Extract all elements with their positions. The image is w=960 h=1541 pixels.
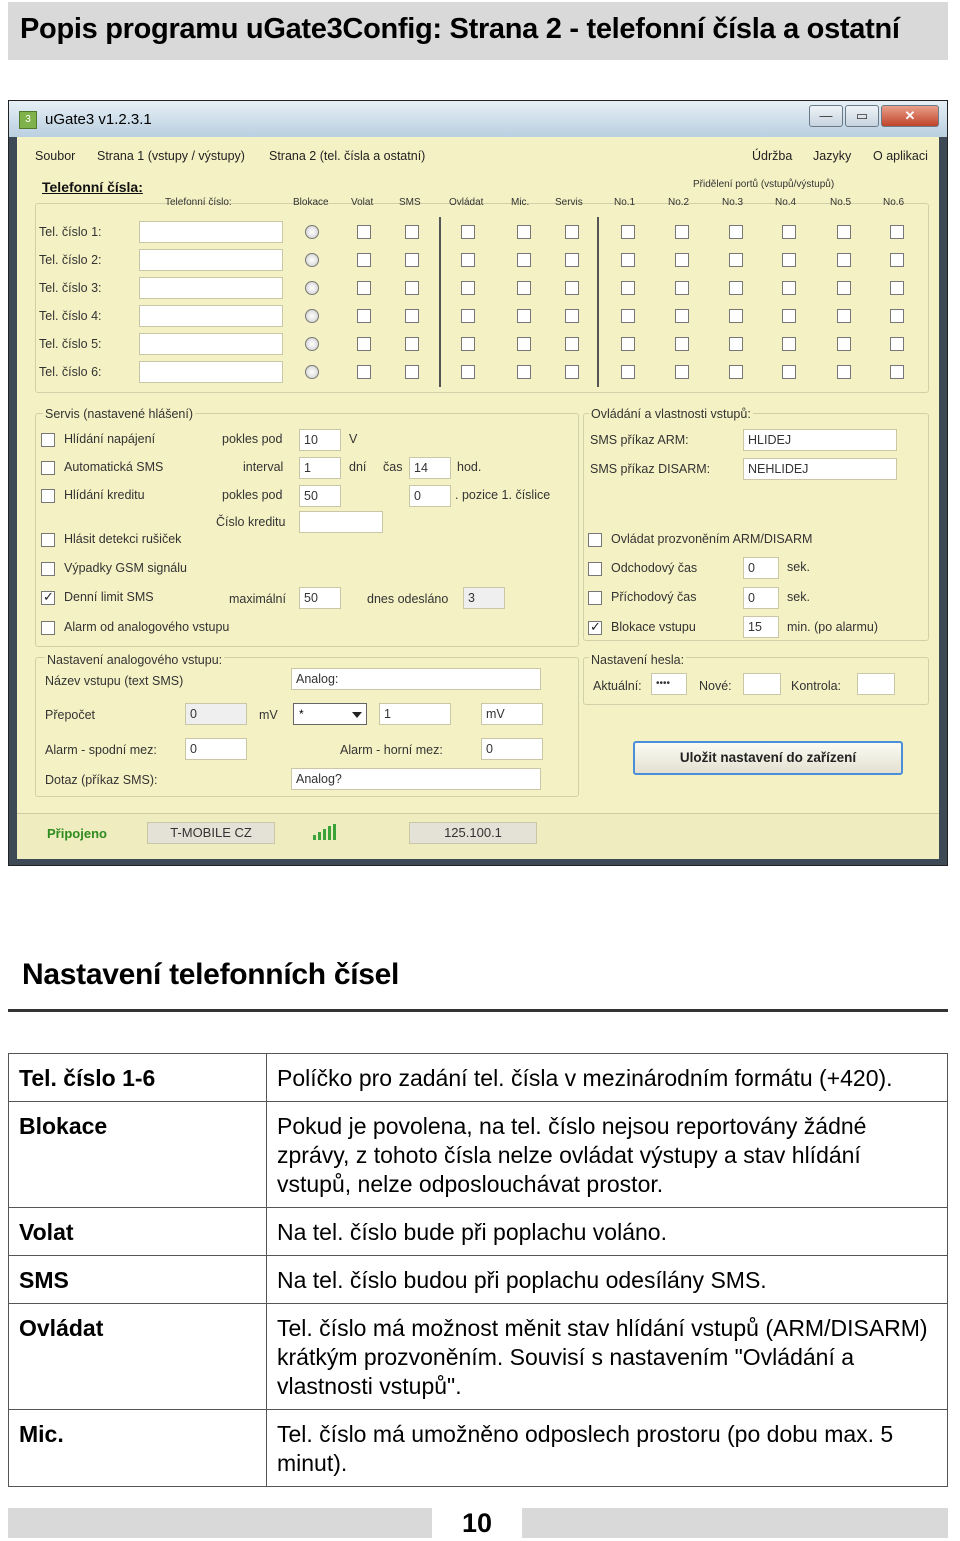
phone-option-checkbox[interactable] xyxy=(675,365,689,379)
sent-today-field: 3 xyxy=(463,587,505,609)
definition-term: SMS xyxy=(9,1256,267,1304)
jam-detect-label: Hlásit detekci rušiček xyxy=(64,532,182,546)
definition-description: Na tel. číslo bude při poplachu voláno. xyxy=(267,1208,948,1256)
block-radio[interactable] xyxy=(305,253,319,267)
phone-option-checkbox[interactable] xyxy=(357,225,371,239)
query-field[interactable]: Analog? xyxy=(291,768,541,790)
phone-option-checkbox[interactable] xyxy=(890,281,904,295)
phone-number-field[interactable] xyxy=(139,305,283,327)
interval-label: interval xyxy=(243,460,284,474)
ip-address: 125.100.1 xyxy=(409,822,537,844)
connection-status: Připojeno xyxy=(47,826,107,841)
phone-option-checkbox[interactable] xyxy=(782,365,796,379)
phone-option-checkbox[interactable] xyxy=(675,225,689,239)
phone-option-checkbox[interactable] xyxy=(837,309,851,323)
new-password-label: Nové: xyxy=(699,679,732,693)
phone-option-checkbox[interactable] xyxy=(782,225,796,239)
column-separator xyxy=(439,217,441,387)
definition-row xyxy=(9,1256,948,1304)
phone-option-checkbox[interactable] xyxy=(461,225,475,239)
password-title: Nastavení hesla: xyxy=(591,653,685,667)
block-input-checkbox[interactable] xyxy=(588,621,602,635)
power-threshold-field[interactable]: 10 xyxy=(299,429,341,451)
phone-option-checkbox[interactable] xyxy=(517,253,531,267)
signal-strength-icon xyxy=(313,824,341,840)
phone-option-checkbox[interactable] xyxy=(405,337,419,351)
phone-option-checkbox[interactable] xyxy=(675,337,689,351)
page-number: 10 xyxy=(432,1505,522,1541)
app-window xyxy=(8,100,948,866)
definition-row xyxy=(9,1054,948,1102)
phone-option-checkbox[interactable] xyxy=(461,281,475,295)
analog-name-label: Název vstupu (text SMS) xyxy=(45,674,184,688)
block-input-label: Blokace vstupu xyxy=(611,620,696,634)
phone-number-field[interactable] xyxy=(139,277,283,299)
credit-watch-checkbox[interactable] xyxy=(41,489,55,503)
gsm-drop-label: Výpadky GSM signálu xyxy=(64,561,187,575)
definition-term: Mic. xyxy=(9,1410,267,1487)
high-limit-field[interactable]: 0 xyxy=(481,738,543,760)
ring-control-label: Ovládat prozvoněním ARM/DISARM xyxy=(611,532,813,546)
phone-option-checkbox[interactable] xyxy=(782,337,796,351)
col-control: Ovládat xyxy=(449,197,484,208)
phone-option-checkbox[interactable] xyxy=(729,253,743,267)
new-password-field[interactable] xyxy=(743,673,781,695)
conversion-label: Přepočet xyxy=(45,708,96,722)
block-radio[interactable] xyxy=(305,365,319,379)
phone-number-field[interactable] xyxy=(139,249,283,271)
col-service: Servis xyxy=(555,197,583,208)
analog-alarm-label: Alarm od analogového vstupu xyxy=(64,620,230,634)
phone-number-field[interactable] xyxy=(139,333,283,355)
interval-field[interactable]: 1 xyxy=(299,457,341,479)
time-field[interactable]: 14 xyxy=(409,457,451,479)
phone-option-checkbox[interactable] xyxy=(729,281,743,295)
block-radio[interactable] xyxy=(305,281,319,295)
low-limit-field[interactable]: 0 xyxy=(185,738,247,760)
menu-page1[interactable]: Strana 1 (vstupy / výstupy) xyxy=(97,149,245,163)
phone-option-checkbox[interactable] xyxy=(890,225,904,239)
column-separator xyxy=(597,217,599,387)
phone-option-checkbox[interactable] xyxy=(565,281,579,295)
entry-time-unit: sek. xyxy=(787,590,810,604)
phone-option-checkbox[interactable] xyxy=(405,365,419,379)
phone-option-checkbox[interactable] xyxy=(517,225,531,239)
credit-threshold-field[interactable]: 50 xyxy=(299,485,341,507)
high-limit-label: Alarm - horní mez: xyxy=(340,743,443,757)
menu-maintenance[interactable]: Údržba xyxy=(752,149,793,163)
phone-option-checkbox[interactable] xyxy=(565,337,579,351)
phone-row-label: Tel. číslo 3: xyxy=(39,281,102,295)
gsm-drop-checkbox[interactable] xyxy=(41,562,55,576)
conversion-unit: mV xyxy=(259,708,278,722)
save-to-device-button[interactable]: Uložit nastavení do zařízení xyxy=(633,741,903,775)
credit-watch-label: Hlídání kreditu xyxy=(64,488,145,502)
block-radio[interactable] xyxy=(305,337,319,351)
disarm-command-field[interactable]: NEHLIDEJ xyxy=(743,458,897,480)
credit-number-label: Číslo kreditu xyxy=(216,515,286,529)
phone-row-label: Tel. číslo 4: xyxy=(39,309,102,323)
phone-option-checkbox[interactable] xyxy=(405,225,419,239)
phone-option-checkbox[interactable] xyxy=(357,337,371,351)
phone-option-checkbox[interactable] xyxy=(729,225,743,239)
phone-row-label: Tel. číslo 5: xyxy=(39,337,102,351)
col-call: Volat xyxy=(351,197,374,208)
col-no5: No.5 xyxy=(830,197,852,208)
phone-option-checkbox[interactable] xyxy=(675,253,689,267)
jam-detect-checkbox[interactable] xyxy=(41,533,55,547)
phone-option-checkbox[interactable] xyxy=(517,309,531,323)
operator-name: T-MOBILE CZ xyxy=(147,822,275,844)
phone-option-checkbox[interactable] xyxy=(782,253,796,267)
arm-command-field[interactable]: HLIDEJ xyxy=(743,429,897,451)
page-header-title: Popis programu uGate3Config: Strana 2 - telefonní čísla a ostatní xyxy=(20,13,900,45)
phone-option-checkbox[interactable] xyxy=(890,253,904,267)
phone-option-checkbox[interactable] xyxy=(890,365,904,379)
check-password-label: Kontrola: xyxy=(791,679,842,693)
phone-option-checkbox[interactable] xyxy=(621,337,635,351)
heading-rule xyxy=(8,1009,948,1012)
power-drop-label: pokles pod xyxy=(222,432,283,446)
phone-option-checkbox[interactable] xyxy=(357,309,371,323)
phone-option-checkbox[interactable] xyxy=(405,253,419,267)
block-radio[interactable] xyxy=(305,225,319,239)
page-header xyxy=(8,2,948,60)
exit-time-label: Odchodový čas xyxy=(611,561,698,575)
credit-position-field[interactable]: 0 xyxy=(409,485,451,507)
phone-option-checkbox[interactable] xyxy=(729,309,743,323)
phone-option-checkbox[interactable] xyxy=(565,225,579,239)
daily-limit-label: Denní limit SMS xyxy=(64,590,154,604)
phone-number-field[interactable] xyxy=(139,221,283,243)
phone-option-checkbox[interactable] xyxy=(405,309,419,323)
definitions-table xyxy=(8,1053,948,1487)
phone-option-checkbox[interactable] xyxy=(357,253,371,267)
phone-option-checkbox[interactable] xyxy=(621,309,635,323)
phone-option-checkbox[interactable] xyxy=(405,281,419,295)
col-no1: No.1 xyxy=(614,197,636,208)
disarm-label: SMS příkaz DISARM: xyxy=(590,462,711,476)
auto-sms-label: Automatická SMS xyxy=(64,460,164,474)
definition-description: Na tel. číslo budou při poplachu odesílány SMS. xyxy=(267,1256,948,1304)
phone-option-checkbox[interactable] xyxy=(837,281,851,295)
definition-term: Volat xyxy=(9,1208,267,1256)
definition-description: Pokud je povolena, na tel. číslo nejsou reportovány žádné zprávy, z tohoto čísla nelze ovládat výstupy a stav hlídání vstupů, nelze odposlouchávat prostor. xyxy=(267,1102,948,1208)
credit-number-field[interactable] xyxy=(299,511,383,533)
definition-description: Tel. číslo má umožněno odposlech prostoru (po dobu max. 5 minut). xyxy=(267,1410,948,1487)
current-password-label: Aktuální: xyxy=(593,679,642,693)
ring-control-checkbox[interactable] xyxy=(588,533,602,547)
window-title: uGate3 v1.2.3.1 xyxy=(45,111,152,128)
phone-row-label: Tel. číslo 1: xyxy=(39,225,102,239)
conversion-unit-2: mV xyxy=(481,703,543,725)
phone-option-checkbox[interactable] xyxy=(461,253,475,267)
analog-name-field[interactable]: Analog: xyxy=(291,668,541,690)
definition-description: Tel. číslo má možnost měnit stav hlídání vstupů (ARM/DISARM) krátkým prozvoněním. Souvisí s nastavením "Ovládání a vlastnosti vstupů". xyxy=(267,1304,948,1410)
phone-option-checkbox[interactable] xyxy=(621,365,635,379)
entry-time-label: Příchodový čas xyxy=(611,590,697,604)
chevron-down-icon xyxy=(352,712,362,718)
power-unit: V xyxy=(349,432,358,446)
block-input-unit: min. (po alarmu) xyxy=(787,620,878,634)
phone-option-checkbox[interactable] xyxy=(782,281,796,295)
interval-unit: dní xyxy=(349,460,367,474)
analog-title: Nastavení analogového vstupu: xyxy=(47,653,223,667)
arm-label: SMS příkaz ARM: xyxy=(590,433,689,447)
block-input-field[interactable]: 15 xyxy=(743,616,779,638)
title-bar xyxy=(9,101,947,137)
phone-option-checkbox[interactable] xyxy=(565,309,579,323)
analog-alarm-checkbox[interactable] xyxy=(41,621,55,635)
phone-option-checkbox[interactable] xyxy=(890,337,904,351)
credit-drop-label: pokles pod xyxy=(222,488,283,502)
service-title: Servis (nastavené hlášení) xyxy=(45,407,193,421)
phone-row-label: Tel. číslo 6: xyxy=(39,365,102,379)
phone-row-label: Tel. číslo 2: xyxy=(39,253,102,267)
block-radio[interactable] xyxy=(305,309,319,323)
maximize-button[interactable]: ▭ xyxy=(845,105,879,127)
definition-term: Tel. číslo 1-6 xyxy=(9,1054,267,1102)
phone-option-checkbox[interactable] xyxy=(890,309,904,323)
definition-term: Ovládat xyxy=(9,1304,267,1410)
phone-option-checkbox[interactable] xyxy=(565,253,579,267)
daily-max-field[interactable]: 50 xyxy=(299,587,341,609)
menu-page2[interactable]: Strana 2 (tel. čísla a ostatní) xyxy=(269,149,426,163)
definition-term: Blokace xyxy=(9,1102,267,1208)
phone-option-checkbox[interactable] xyxy=(782,309,796,323)
phone-option-checkbox[interactable] xyxy=(837,337,851,351)
ports-header: Přidělení portů (vstupů/výstupů) xyxy=(693,179,835,190)
operator-dropdown[interactable] xyxy=(293,703,367,725)
current-password-field[interactable]: •••• xyxy=(651,673,687,695)
menu-languages[interactable]: Jazyky xyxy=(813,149,852,163)
phone-option-checkbox[interactable] xyxy=(837,225,851,239)
phone-option-checkbox[interactable] xyxy=(675,281,689,295)
phone-option-checkbox[interactable] xyxy=(357,281,371,295)
phone-option-checkbox[interactable] xyxy=(621,225,635,239)
minimize-button[interactable]: — xyxy=(809,105,843,127)
conversion-field[interactable]: 0 xyxy=(185,703,247,725)
time-label: čas xyxy=(383,460,403,474)
phone-number-field[interactable] xyxy=(139,361,283,383)
daily-limit-checkbox[interactable] xyxy=(41,591,55,605)
time-unit: hod. xyxy=(457,460,482,474)
definition-row xyxy=(9,1304,948,1410)
menu-about[interactable]: O aplikaci xyxy=(873,149,928,163)
phone-option-checkbox[interactable] xyxy=(621,281,635,295)
col-no6: No.6 xyxy=(883,197,905,208)
operator-value: * xyxy=(299,707,304,721)
col-mic: Mic. xyxy=(511,197,530,208)
definition-row xyxy=(9,1410,948,1487)
phone-option-checkbox[interactable] xyxy=(517,281,531,295)
entry-time-checkbox[interactable] xyxy=(588,591,602,605)
power-watch-label: Hlídání napájení xyxy=(64,432,156,446)
phone-option-checkbox[interactable] xyxy=(837,253,851,267)
inputs-control-title: Ovládání a vlastnosti vstupů: xyxy=(591,407,751,421)
phone-option-checkbox[interactable] xyxy=(621,253,635,267)
definition-row xyxy=(9,1208,948,1256)
credit-position-label: . pozice 1. číslice xyxy=(455,488,551,502)
exit-time-unit: sek. xyxy=(787,560,810,574)
phone-option-checkbox[interactable] xyxy=(461,337,475,351)
col-no4: No.4 xyxy=(775,197,797,208)
definition-row xyxy=(9,1102,948,1208)
phone-option-checkbox[interactable] xyxy=(837,365,851,379)
app-icon: 3 xyxy=(19,111,37,129)
entry-time-field[interactable]: 0 xyxy=(743,587,779,609)
status-bar xyxy=(17,813,939,859)
col-no2: No.2 xyxy=(668,197,690,208)
definition-description: Políčko pro zadání tel. čísla v mezinárodním formátu (+420). xyxy=(267,1054,948,1102)
phone-option-checkbox[interactable] xyxy=(565,365,579,379)
phone-option-checkbox[interactable] xyxy=(729,365,743,379)
query-label: Dotaz (příkaz SMS): xyxy=(45,773,158,787)
sent-today-label: dnes odesláno xyxy=(367,592,449,606)
doc-heading: Nastavení telefonních čísel xyxy=(22,958,400,991)
low-limit-label: Alarm - spodní mez: xyxy=(45,743,157,757)
phones-section-title: Telefonní čísla: xyxy=(42,179,143,195)
exit-time-checkbox[interactable] xyxy=(588,562,602,576)
exit-time-field[interactable]: 0 xyxy=(743,557,779,579)
phone-option-checkbox[interactable] xyxy=(517,337,531,351)
power-watch-checkbox[interactable] xyxy=(41,433,55,447)
auto-sms-checkbox[interactable] xyxy=(41,461,55,475)
menu-bar xyxy=(17,137,939,173)
client-area xyxy=(17,137,939,859)
col-phone: Telefonní číslo: xyxy=(165,197,232,208)
phone-option-checkbox[interactable] xyxy=(729,337,743,351)
col-sms: SMS xyxy=(399,197,421,208)
max-label: maximální xyxy=(229,592,286,606)
col-no3: No.3 xyxy=(722,197,744,208)
phone-option-checkbox[interactable] xyxy=(461,309,475,323)
phone-option-checkbox[interactable] xyxy=(675,309,689,323)
close-button[interactable]: ✕ xyxy=(881,105,939,127)
col-block: Blokace xyxy=(293,197,329,208)
phone-option-checkbox[interactable] xyxy=(517,365,531,379)
conversion-field-2[interactable]: 1 xyxy=(379,703,451,725)
phone-option-checkbox[interactable] xyxy=(357,365,371,379)
check-password-field[interactable] xyxy=(857,673,895,695)
phone-option-checkbox[interactable] xyxy=(461,365,475,379)
menu-file[interactable]: Soubor xyxy=(35,149,76,163)
